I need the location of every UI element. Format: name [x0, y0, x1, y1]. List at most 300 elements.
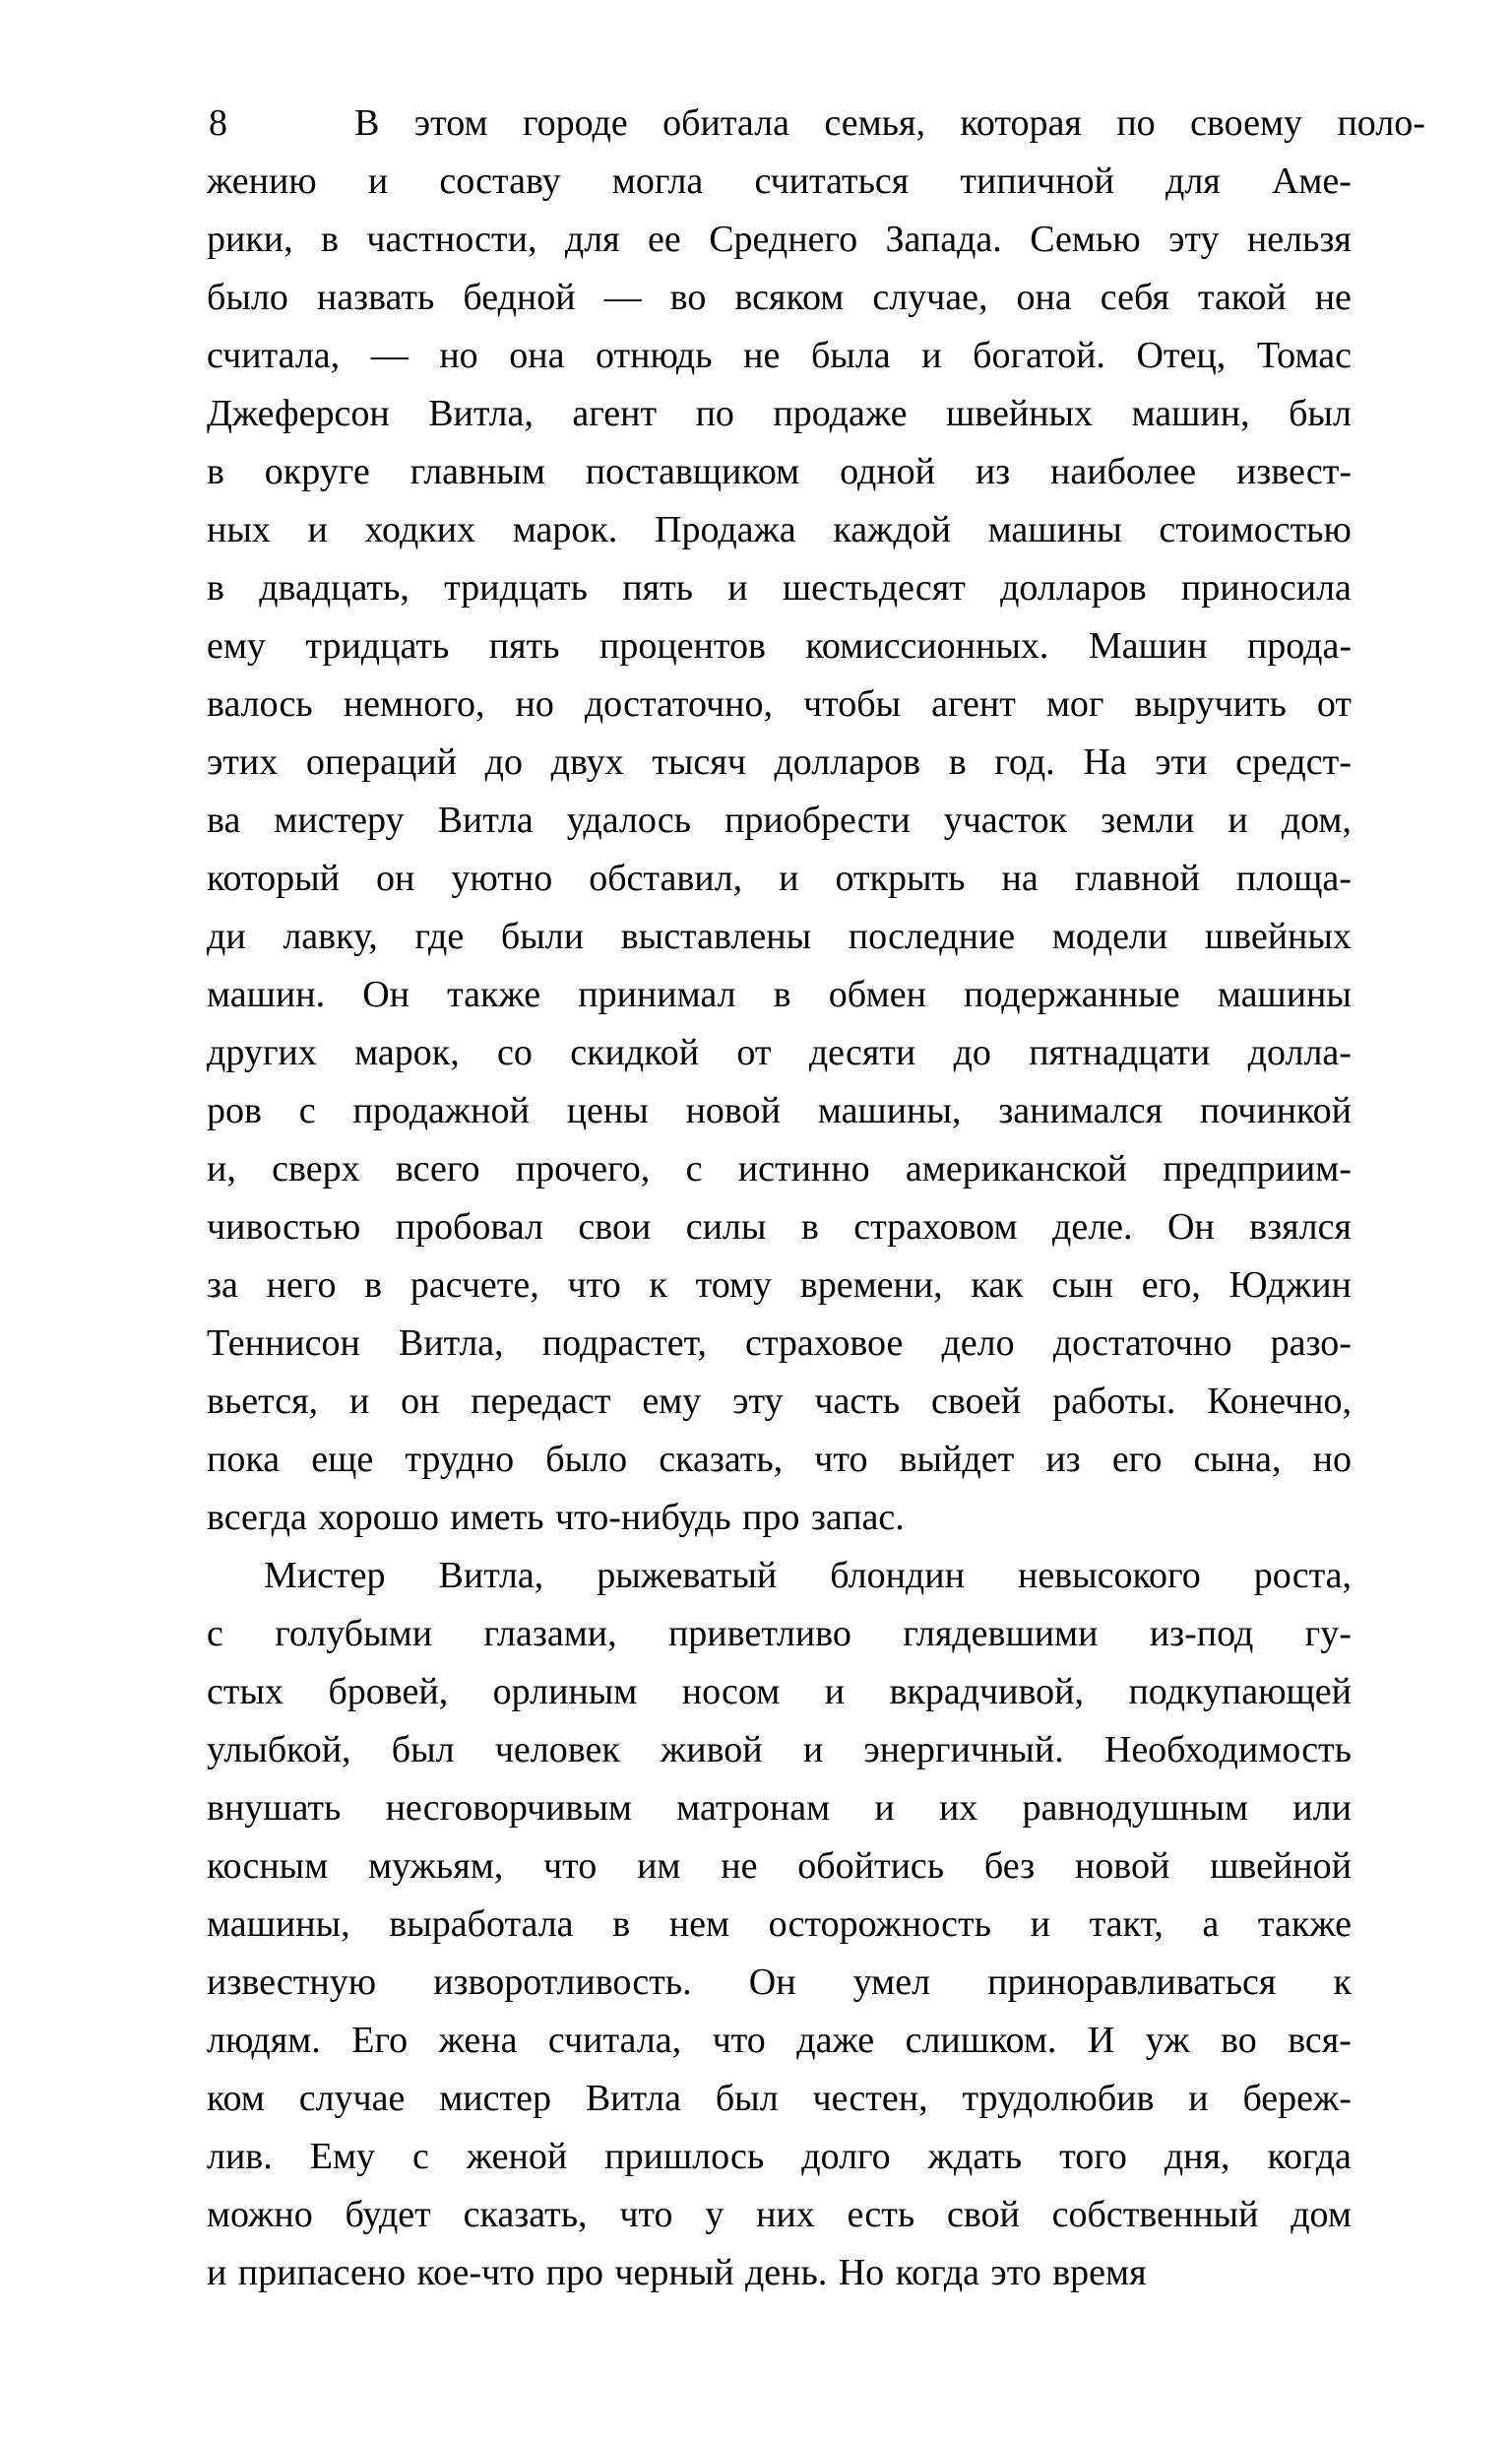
word: ва [207, 800, 241, 841]
word: Аме- [1271, 161, 1352, 202]
word: пришлось [604, 2136, 765, 2177]
text-line [207, 1315, 1352, 1373]
word: это [990, 2252, 1041, 2293]
word: стоимостью [1159, 509, 1352, 550]
text-line [207, 734, 1352, 792]
word: иметь [450, 1497, 544, 1538]
word: типичной [960, 161, 1114, 202]
word: и [1030, 1903, 1050, 1945]
word: была [810, 335, 891, 376]
text-line [207, 2244, 1352, 2302]
word: был [715, 2078, 779, 2119]
word: блондин [830, 1555, 965, 1596]
word: трудолюбив [962, 2078, 1155, 2119]
word: для [564, 219, 620, 260]
word: и [307, 509, 328, 550]
word: в [364, 1264, 383, 1306]
text-line [207, 211, 1352, 269]
text-line [207, 153, 1352, 211]
word: бровей, [328, 1671, 449, 1712]
word: хорошо [318, 1497, 440, 1538]
word: их [938, 1787, 978, 1829]
word: ров [207, 1090, 262, 1131]
word: он [376, 858, 415, 899]
text-line [207, 2186, 1352, 2244]
word: собственный [1051, 2194, 1259, 2235]
word: удалось [566, 800, 692, 841]
word: Среднего [709, 219, 858, 260]
text-line [207, 1256, 1352, 1315]
word: умел [852, 1961, 931, 2003]
text-line [207, 559, 1352, 617]
word: всего [395, 1148, 480, 1189]
word: силы [685, 1206, 767, 1248]
word: черный [614, 2252, 734, 2293]
word: достаточно, [584, 683, 773, 725]
word: отнюдь [596, 335, 713, 376]
word: из [1045, 1439, 1081, 1480]
word: уж [1145, 2020, 1190, 2061]
word: Витла, [428, 393, 534, 434]
word: в [773, 974, 791, 1015]
word: городе [522, 102, 628, 144]
word: мог [1045, 683, 1104, 725]
text-line [207, 1896, 1352, 1954]
word: улыбкой, [207, 1729, 351, 1770]
word: площа- [1235, 858, 1352, 899]
word: случае [298, 2078, 406, 2119]
word: во [669, 277, 707, 318]
word: к [649, 1264, 667, 1306]
word: что [814, 1439, 868, 1480]
word: Витла [437, 800, 534, 841]
text-line [207, 1431, 1352, 1489]
word: из [975, 451, 1011, 492]
text-line [207, 1489, 1352, 1547]
word: мистер [439, 2078, 551, 2119]
word: людям. [207, 2020, 321, 2061]
word: был [1289, 393, 1352, 434]
word: орлиным [492, 1671, 638, 1712]
word: комиссионных. [805, 625, 1049, 667]
word: дело [941, 1322, 1015, 1364]
text-line [207, 2012, 1352, 2070]
word: Томас [1256, 335, 1352, 376]
text-line [207, 2070, 1352, 2128]
word: такт, [1089, 1903, 1164, 1945]
word: своей [931, 1381, 1022, 1422]
word: Витла, [398, 1322, 504, 1364]
text-line [207, 1024, 1352, 1082]
word: участок [943, 800, 1068, 841]
word: американской [905, 1148, 1127, 1189]
word: что [712, 2020, 766, 2061]
word: средст- [1235, 741, 1352, 783]
word: скидкой [570, 1032, 700, 1073]
word: он [401, 1381, 440, 1422]
word: с [685, 1148, 703, 1189]
word: береж- [1242, 2078, 1352, 2119]
word: новой [1074, 1845, 1170, 1887]
word: тому [695, 1264, 773, 1306]
word: прочего, [515, 1148, 651, 1189]
word: сказать, [659, 1439, 784, 1480]
word: всяком [734, 277, 845, 318]
word: машин. [207, 974, 326, 1015]
word: новой [685, 1090, 781, 1131]
word: взялся [1249, 1206, 1352, 1248]
word: цены [566, 1090, 649, 1131]
word: ему [207, 625, 266, 667]
word: честен, [812, 2078, 928, 2119]
word: с [298, 1090, 316, 1131]
word: одной [840, 451, 935, 492]
text-line [207, 1721, 1352, 1779]
text-line [207, 2128, 1352, 2186]
word: Продажа [655, 509, 796, 550]
paragraph [207, 95, 1425, 1547]
word: эту [732, 1381, 784, 1422]
text-line [207, 327, 1352, 385]
word: без [983, 1845, 1036, 1887]
word: ных [207, 509, 271, 550]
word: считала, [547, 2020, 682, 2061]
word: наиболее [1050, 451, 1197, 492]
word: было [207, 277, 288, 318]
word: невысокого [1017, 1555, 1201, 1596]
word: работы. [1052, 1381, 1176, 1422]
word: швейной [1210, 1845, 1352, 1887]
word: часть [814, 1381, 901, 1422]
word: Необходимость [1103, 1729, 1352, 1770]
word: и [779, 858, 799, 899]
word: когда [895, 2252, 980, 2293]
word: и [367, 161, 389, 202]
word: для [1165, 161, 1221, 202]
word: тридцать [305, 625, 450, 667]
word: свой [946, 2194, 1020, 2235]
word: про [545, 2252, 603, 2293]
word: обставил, [589, 858, 743, 899]
word: вся- [1288, 2020, 1352, 2061]
word: сын [1051, 1264, 1114, 1306]
word: них [756, 2194, 815, 2235]
word: его [1111, 1439, 1163, 1480]
word: даже [796, 2020, 875, 2061]
word: где [414, 916, 465, 957]
word: ди [207, 916, 246, 957]
word: в [321, 219, 339, 260]
word: Запада. [885, 219, 1002, 260]
word: приветливо [667, 1613, 851, 1654]
word: она [509, 335, 565, 376]
word: косным [207, 1845, 329, 1887]
word: — [370, 335, 409, 376]
word: лив. [207, 2136, 273, 2177]
word: принимал [578, 974, 736, 1015]
text-line [207, 1663, 1352, 1721]
word: На [1083, 741, 1127, 783]
word: эту [1168, 219, 1220, 260]
word: и [824, 1671, 846, 1712]
word: трудно [405, 1439, 515, 1480]
word: случае, [872, 277, 988, 318]
word: Но [838, 2252, 885, 2293]
word: ее [648, 219, 681, 260]
word: но [439, 335, 478, 376]
text-line [207, 966, 1352, 1024]
word: могла [611, 161, 704, 202]
word: женой [466, 2136, 568, 2177]
word: бедной [463, 277, 576, 318]
word: агент [931, 683, 1016, 725]
word: внушать [207, 1787, 342, 1829]
word: и [348, 1381, 370, 1422]
word: починкой [1199, 1090, 1352, 1131]
word: истинно [737, 1148, 870, 1189]
word: от [1316, 683, 1352, 725]
word: передаст [471, 1381, 611, 1422]
word: что [567, 1264, 621, 1306]
word: долго [801, 2136, 891, 2177]
word: страховом [853, 1206, 1018, 1248]
word: Ему [309, 2136, 376, 2177]
word: жена [438, 2020, 518, 2061]
word: Конечно, [1207, 1381, 1352, 1422]
word: И [1087, 2020, 1115, 2061]
word: ждать [927, 2136, 1023, 2177]
word: агент [572, 393, 658, 434]
word: дом [1291, 2194, 1352, 2235]
word: него [266, 1264, 337, 1306]
word: Витла, [438, 1555, 544, 1596]
word: вьется, [207, 1381, 319, 1422]
word: выставлены [620, 916, 812, 957]
word: Теннисон [207, 1322, 360, 1364]
text-line [207, 1082, 1352, 1140]
word: расчете, [410, 1264, 539, 1306]
page-number: 8 [209, 102, 227, 144]
word: есть [847, 2194, 915, 2235]
word: от [736, 1032, 772, 1073]
word: известную [207, 1961, 377, 2003]
word: будет [345, 2194, 431, 2235]
word: того [1059, 2136, 1127, 2177]
word: сверх [272, 1148, 360, 1189]
word: Джеферсон [207, 393, 390, 434]
word: машины, [207, 1903, 350, 1945]
text-line [207, 1198, 1352, 1256]
word: и, [207, 1148, 236, 1189]
word: что [543, 1845, 598, 1887]
word: его, [1141, 1264, 1201, 1306]
word: и [1188, 2078, 1209, 2119]
word: гу- [1304, 1613, 1352, 1654]
word: на [1001, 858, 1039, 899]
word: несговорчивым [385, 1787, 632, 1829]
word: назвать [316, 277, 435, 318]
word: этом [413, 102, 488, 144]
word: продаже [773, 393, 908, 434]
word: которая [960, 102, 1082, 144]
word: у [705, 2194, 724, 2235]
word: эти [1155, 741, 1208, 783]
word: страховое [744, 1322, 904, 1364]
word: роста, [1253, 1555, 1352, 1596]
word: сына, [1193, 1439, 1282, 1480]
word: Он [362, 974, 410, 1015]
word: также [1257, 1903, 1352, 1945]
word: кое-что [416, 2252, 536, 2293]
word: пока [207, 1439, 281, 1480]
word: деле. [1052, 1206, 1133, 1248]
word: округе [264, 451, 370, 492]
word: В [354, 102, 380, 144]
word: который [207, 858, 341, 899]
word: выработала [389, 1903, 574, 1945]
text-line [207, 675, 1352, 734]
word: и [727, 567, 748, 609]
text-line [207, 617, 1352, 675]
word: носом [681, 1671, 781, 1712]
word: матронам [676, 1787, 831, 1829]
word: до [484, 741, 523, 783]
paragraph [207, 1547, 1352, 2302]
word: как [971, 1264, 1024, 1306]
word: главным [410, 451, 545, 492]
word: операций [305, 741, 457, 783]
word: обмен [828, 974, 926, 1015]
word: — [603, 277, 642, 318]
word: богатой. [973, 335, 1105, 376]
word: что [619, 2194, 673, 2235]
word: марок, [354, 1032, 460, 1073]
word: всегда [207, 1497, 307, 1538]
word: жению [207, 161, 317, 202]
word: изворотливость. [433, 1961, 692, 2003]
word: прода- [1246, 625, 1352, 667]
word: за [207, 1264, 238, 1306]
word: каждой [833, 509, 951, 550]
word: подержанные [964, 974, 1180, 1015]
word: пробовал [395, 1206, 543, 1248]
word: год. [994, 741, 1055, 783]
word: живой [661, 1729, 763, 1770]
word: Он [1166, 1206, 1215, 1248]
word: она [1016, 277, 1072, 318]
word: мистеру [274, 800, 405, 841]
word: слишком. [905, 2020, 1057, 2061]
text-line [207, 1373, 1352, 1431]
word: в [612, 1903, 631, 1945]
text-line [207, 443, 1352, 501]
word: двух [550, 741, 624, 783]
word: Отец, [1136, 335, 1227, 376]
word: стых [207, 1671, 284, 1712]
word: голубыми [275, 1613, 433, 1654]
text-line [207, 1779, 1352, 1837]
word: в [207, 451, 224, 492]
word: также [447, 974, 541, 1015]
word: можно [207, 2194, 313, 2235]
word: обойтись [797, 1845, 945, 1887]
word: осторожность [768, 1903, 991, 1945]
word: считаться [754, 161, 910, 202]
word: своему [1190, 102, 1303, 144]
word: тридцать [444, 567, 588, 609]
word: вкрадчивой, [889, 1671, 1085, 1712]
word: в [800, 1206, 819, 1248]
text-line [207, 908, 1352, 966]
word: извест- [1235, 451, 1352, 492]
word: человек [494, 1729, 620, 1770]
word: машины, [817, 1090, 962, 1131]
body-text-column [207, 95, 1425, 2302]
word: дом, [1281, 800, 1352, 841]
word: но [515, 683, 554, 725]
word: и [1228, 800, 1248, 841]
word: со [497, 1032, 533, 1073]
word: припасено [237, 2252, 407, 2293]
word: разо- [1270, 1322, 1352, 1364]
word: подрастет, [541, 1322, 707, 1364]
word: машины [987, 509, 1122, 550]
word: когда [1267, 2136, 1352, 2177]
word: выйдет [899, 1439, 1015, 1480]
word: марок. [512, 509, 618, 550]
word: рики, [207, 219, 293, 260]
word: двадцать, [259, 567, 410, 609]
word: Машин [1088, 625, 1208, 667]
text-line [207, 501, 1352, 559]
text-line [207, 850, 1352, 908]
word: и [874, 1787, 895, 1829]
word: пять [488, 625, 560, 667]
word: последние [848, 916, 1016, 957]
word: Мистер [264, 1555, 386, 1596]
word: Семью [1030, 219, 1141, 260]
word: составу [439, 161, 561, 202]
text-line [281, 95, 1425, 153]
word: день. [744, 2252, 828, 2293]
word: подкупающей [1128, 1671, 1352, 1712]
word: глядевшими [903, 1613, 1099, 1654]
text-line [207, 1837, 1352, 1896]
word: во [1221, 2020, 1257, 2061]
word: в [207, 567, 224, 609]
word: этих [207, 741, 279, 783]
word: нельзя [1246, 219, 1352, 260]
word: шестьдесят [782, 567, 966, 609]
word: сказать, [463, 2194, 588, 2235]
word: дня, [1164, 2136, 1230, 2177]
word: Его [351, 2020, 409, 2061]
word: продажной [352, 1090, 530, 1131]
word: глазами, [483, 1613, 617, 1654]
word: поло- [1337, 102, 1425, 144]
word: тысяч [652, 741, 746, 783]
word: Юджин [1228, 1264, 1352, 1306]
word: считала, [207, 335, 341, 376]
word: поставщиком [585, 451, 800, 492]
word: и [207, 2252, 227, 2293]
word: нем [668, 1903, 730, 1945]
word: чивостью [207, 1206, 361, 1248]
word: долла- [1247, 1032, 1352, 1073]
word: из-под [1149, 1613, 1254, 1654]
word: процентов [599, 625, 766, 667]
word: и [921, 335, 942, 376]
